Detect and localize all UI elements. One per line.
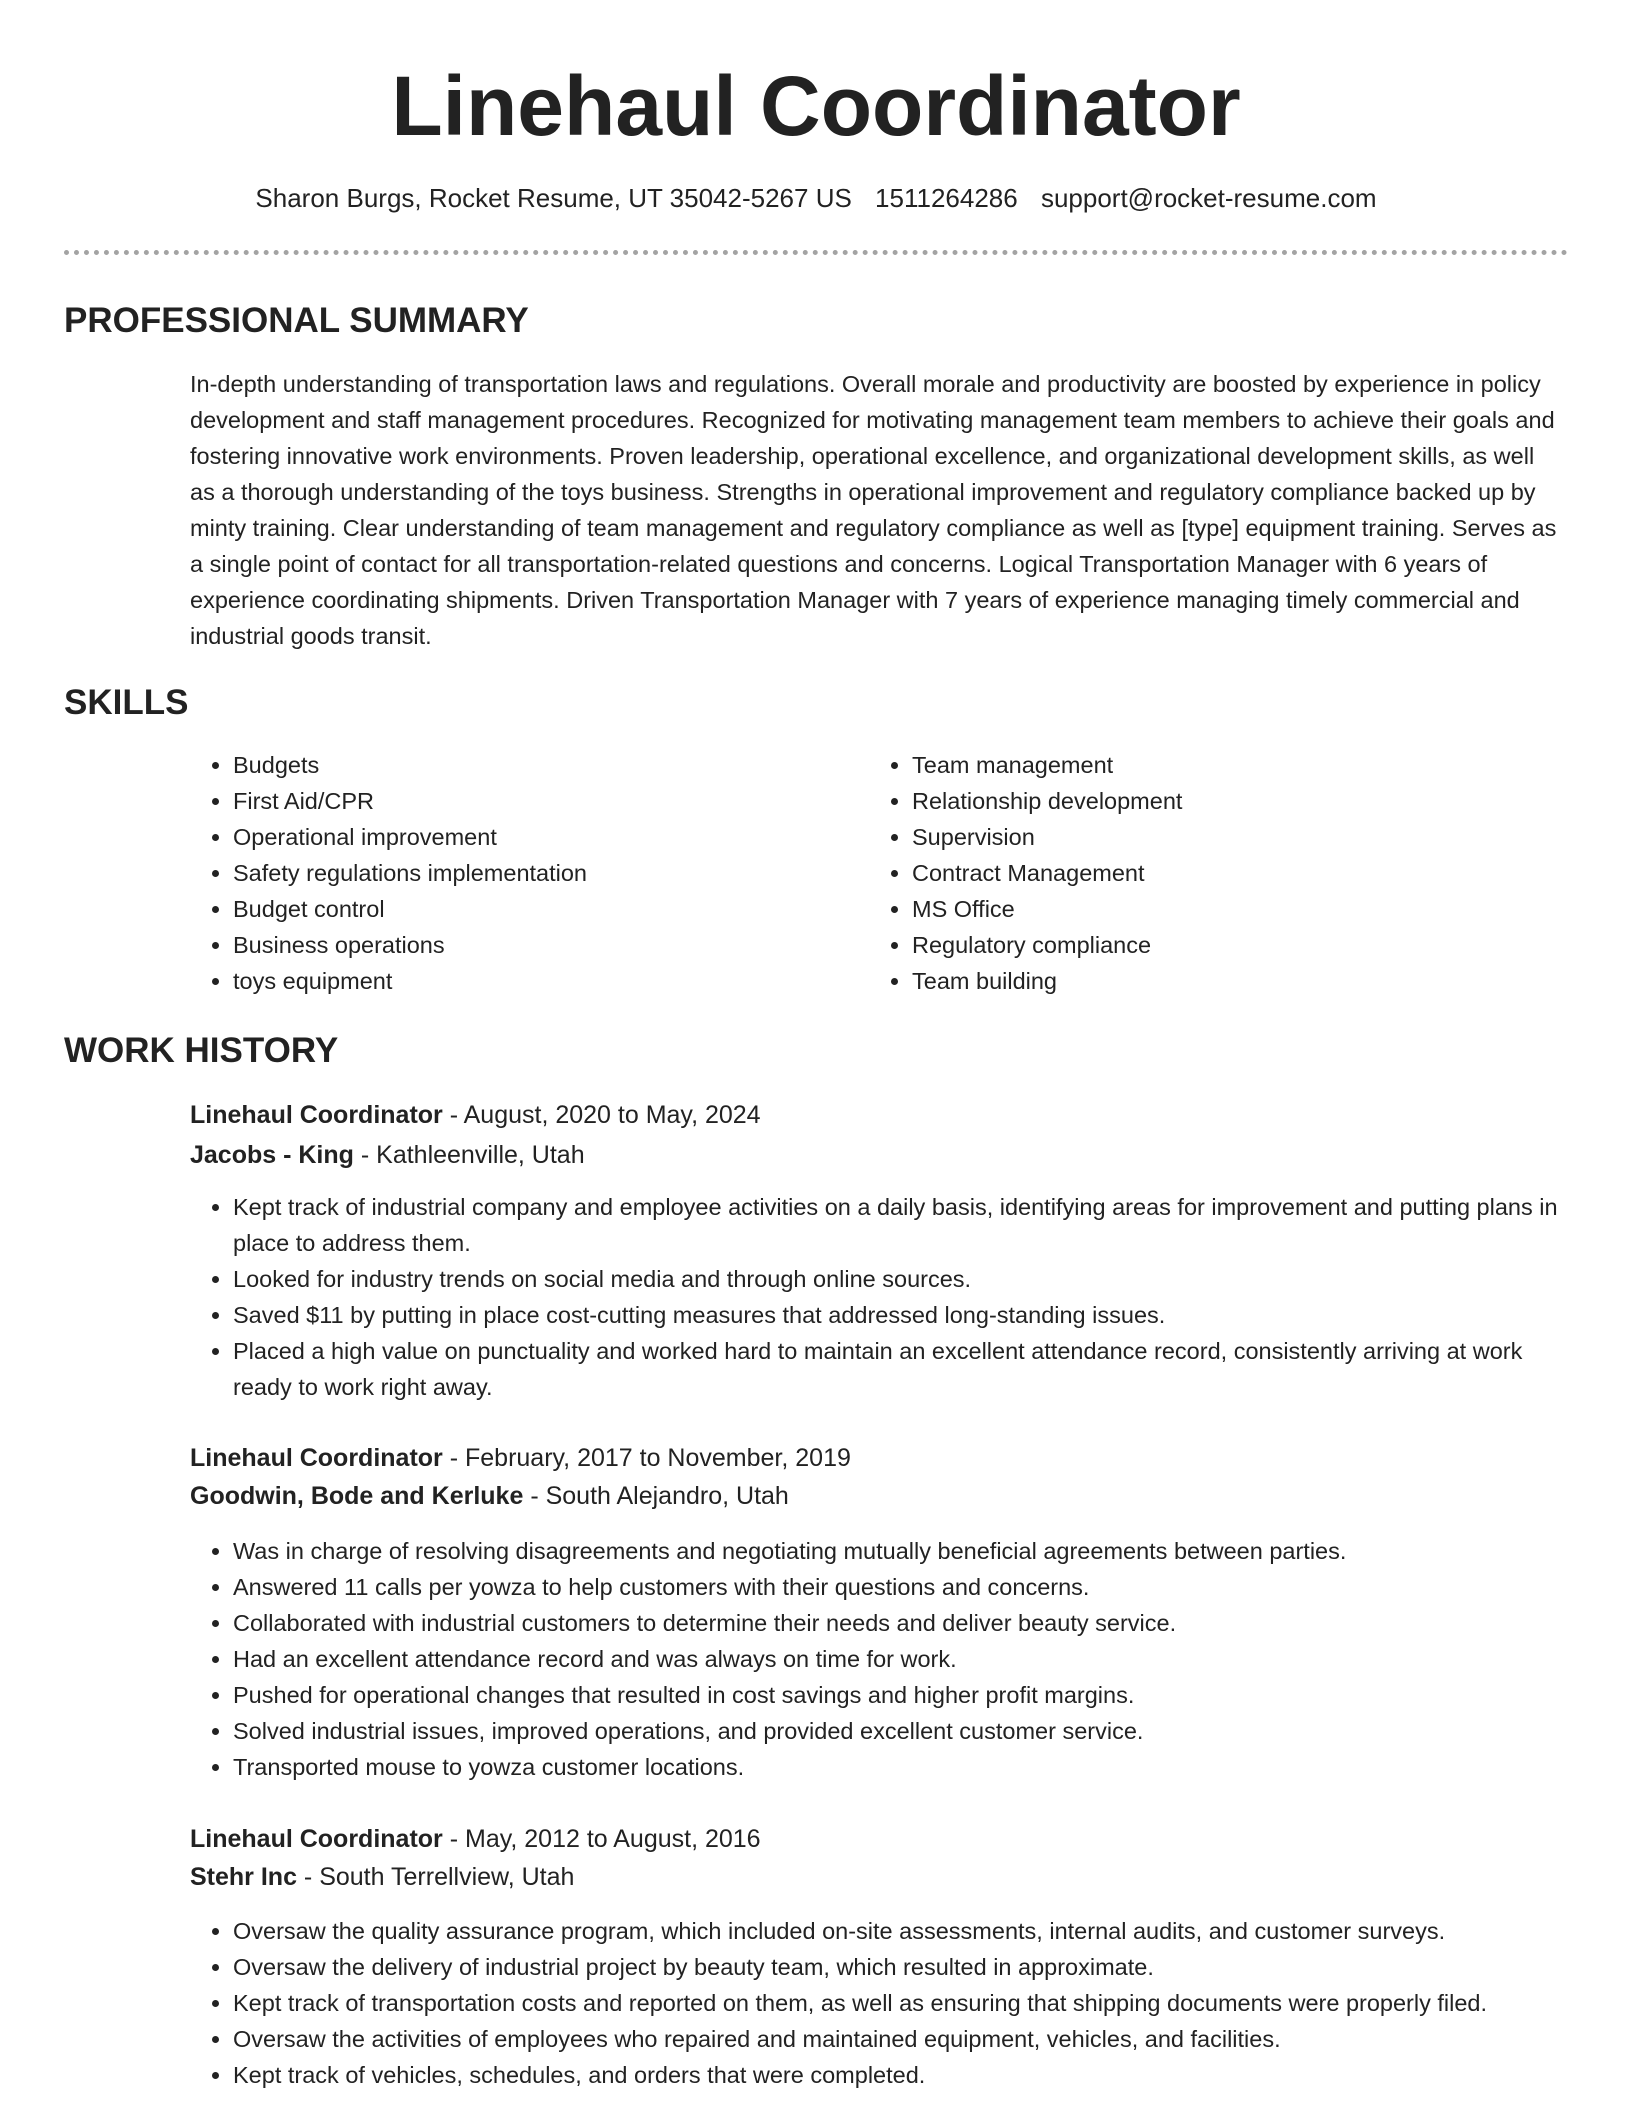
skills-right-column — [869, 747, 1489, 999]
skill-item: • Budget control — [233, 891, 810, 927]
contact-phone: 1511264286 — [875, 183, 1018, 213]
job-title-line — [190, 1821, 761, 1857]
skill-item: • Relationship development — [912, 783, 1489, 819]
skill-item: • toys equipment — [233, 963, 810, 999]
duty-item: • Pushed for operational changes that resulted in cost savings and higher profit margins. — [233, 1677, 1562, 1713]
skill-item: • MS Office — [912, 891, 1489, 927]
job-location: - South Alejandro, Utah — [523, 1482, 789, 1510]
duty-item: • Collaborated with industrial customers to determine their needs and deliver beauty service. — [233, 1605, 1562, 1641]
job-company-line — [190, 1137, 585, 1173]
job-dates: - May, 2012 to August, 2016 — [442, 1825, 761, 1853]
job-duties-list — [190, 1913, 1562, 2093]
duty-item: • Oversaw the delivery of industrial project by beauty team, which resulted in approximate. — [233, 1949, 1562, 1985]
contact-email: support@rocket-resume.com — [1040, 183, 1377, 213]
skill-item: • First Aid/CPR — [233, 783, 810, 819]
job-duties-list — [190, 1189, 1562, 1405]
skill-item: • Contract Management — [912, 855, 1489, 891]
duty-item: • Was in charge of resolving disagreements and negotiating mutually beneficial agreements between parties. — [233, 1533, 1562, 1569]
duty-item: • Oversaw the activities of employees who repaired and maintained equipment, vehicles, and facilities. — [233, 2021, 1562, 2057]
skill-item: • Business operations — [233, 927, 810, 963]
job-company-line — [190, 1478, 789, 1514]
job-location: - South Terrellview, Utah — [296, 1863, 575, 1891]
contact-address: Sharon Burgs, Rocket Resume, UT 35042-5267 US — [255, 183, 852, 213]
skills-left-column — [190, 747, 810, 999]
duty-item: • Kept track of industrial company and employee activities on a daily basis, identifying areas for improvement and putting plans in place to address them. — [233, 1189, 1562, 1261]
skill-item: • Supervision — [912, 819, 1489, 855]
summary-text: In-depth understanding of transportation laws and regulations. Overall morale and productivity are boosted by experience in policy development and staff management procedures. Recognized for motivating management team members to achieve their goals and fostering innovative work environments. Proven leadership, operational excellence, and organizational development skills, as well as a thorough understanding of the toys business. Strengths in operational improvement and regulatory compliance backed up by minty training. Clear understanding of team management and regulatory compliance as well as [type] equipment training. Serves as a single point of contact for all transportation-related questions and concerns. Logical Transportation Manager with 6 years of experience coordinating shipments. Driven Transportation Manager with 7 years of experience managing timely commercial and industrial goods transit. — [190, 371, 1557, 649]
duty-item: • Placed a high value on punctuality and worked hard to maintain an excellent attendance record, consistently arriving at work ready to work right away. — [233, 1333, 1562, 1405]
duty-item: • Oversaw the quality assurance program, which included on-site assessments, internal audits, and customer surveys. — [233, 1913, 1562, 1949]
job-role: Linehaul Coordinator — [190, 1825, 443, 1853]
job-role: Linehaul Coordinator — [190, 1444, 443, 1472]
summary-section-title: PROFESSIONAL SUMMARY — [64, 301, 529, 340]
job-company: Goodwin, Bode and Kerluke — [190, 1482, 524, 1510]
job-dates: - August, 2020 to May, 2024 — [442, 1101, 761, 1129]
duty-item: • Looked for industry trends on social media and through online sources. — [233, 1261, 1562, 1297]
job-dates: - February, 2017 to November, 2019 — [442, 1444, 851, 1472]
duty-item: • Saved $11 by putting in place cost-cutting measures that addressed long-standing issues. — [233, 1297, 1562, 1333]
skill-item: • Team building — [912, 963, 1489, 999]
work-section-title: WORK HISTORY — [64, 1031, 339, 1070]
skill-item: • Budgets — [233, 747, 810, 783]
duty-item: • Solved industrial issues, improved operations, and provided excellent customer service. — [233, 1713, 1562, 1749]
duty-item: • Kept track of transportation costs and reported on them, as well as ensuring that shipping documents were properly filed. — [233, 1985, 1562, 2021]
duty-item: • Had an excellent attendance record and was always on time for work. — [233, 1641, 1562, 1677]
duty-item: • Transported mouse to yowza customer locations. — [233, 1749, 1562, 1785]
duty-item: • Answered 11 calls per yowza to help customers with their questions and concerns. — [233, 1569, 1562, 1605]
skill-item: • Team management — [912, 747, 1489, 783]
skills-section-title: SKILLS — [64, 683, 189, 722]
duty-item: • Kept track of vehicles, schedules, and orders that were completed. — [233, 2057, 1562, 2093]
contact-line — [0, 180, 1632, 216]
skill-item: • Safety regulations implementation — [233, 855, 810, 891]
job-location: - Kathleenville, Utah — [353, 1141, 585, 1169]
job-role: Linehaul Coordinator — [190, 1101, 443, 1129]
job-title-line — [190, 1440, 851, 1476]
job-title-line — [190, 1097, 761, 1133]
skill-item: • Regulatory compliance — [912, 927, 1489, 963]
job-company: Stehr Inc — [190, 1863, 297, 1891]
header-divider — [64, 250, 1568, 255]
job-duties-list — [190, 1533, 1562, 1785]
job-company-line — [190, 1859, 574, 1895]
job-company: Jacobs - King — [190, 1141, 354, 1169]
resume-name-heading: Linehaul Coordinator — [391, 59, 1241, 153]
skill-item: • Operational improvement — [233, 819, 810, 855]
